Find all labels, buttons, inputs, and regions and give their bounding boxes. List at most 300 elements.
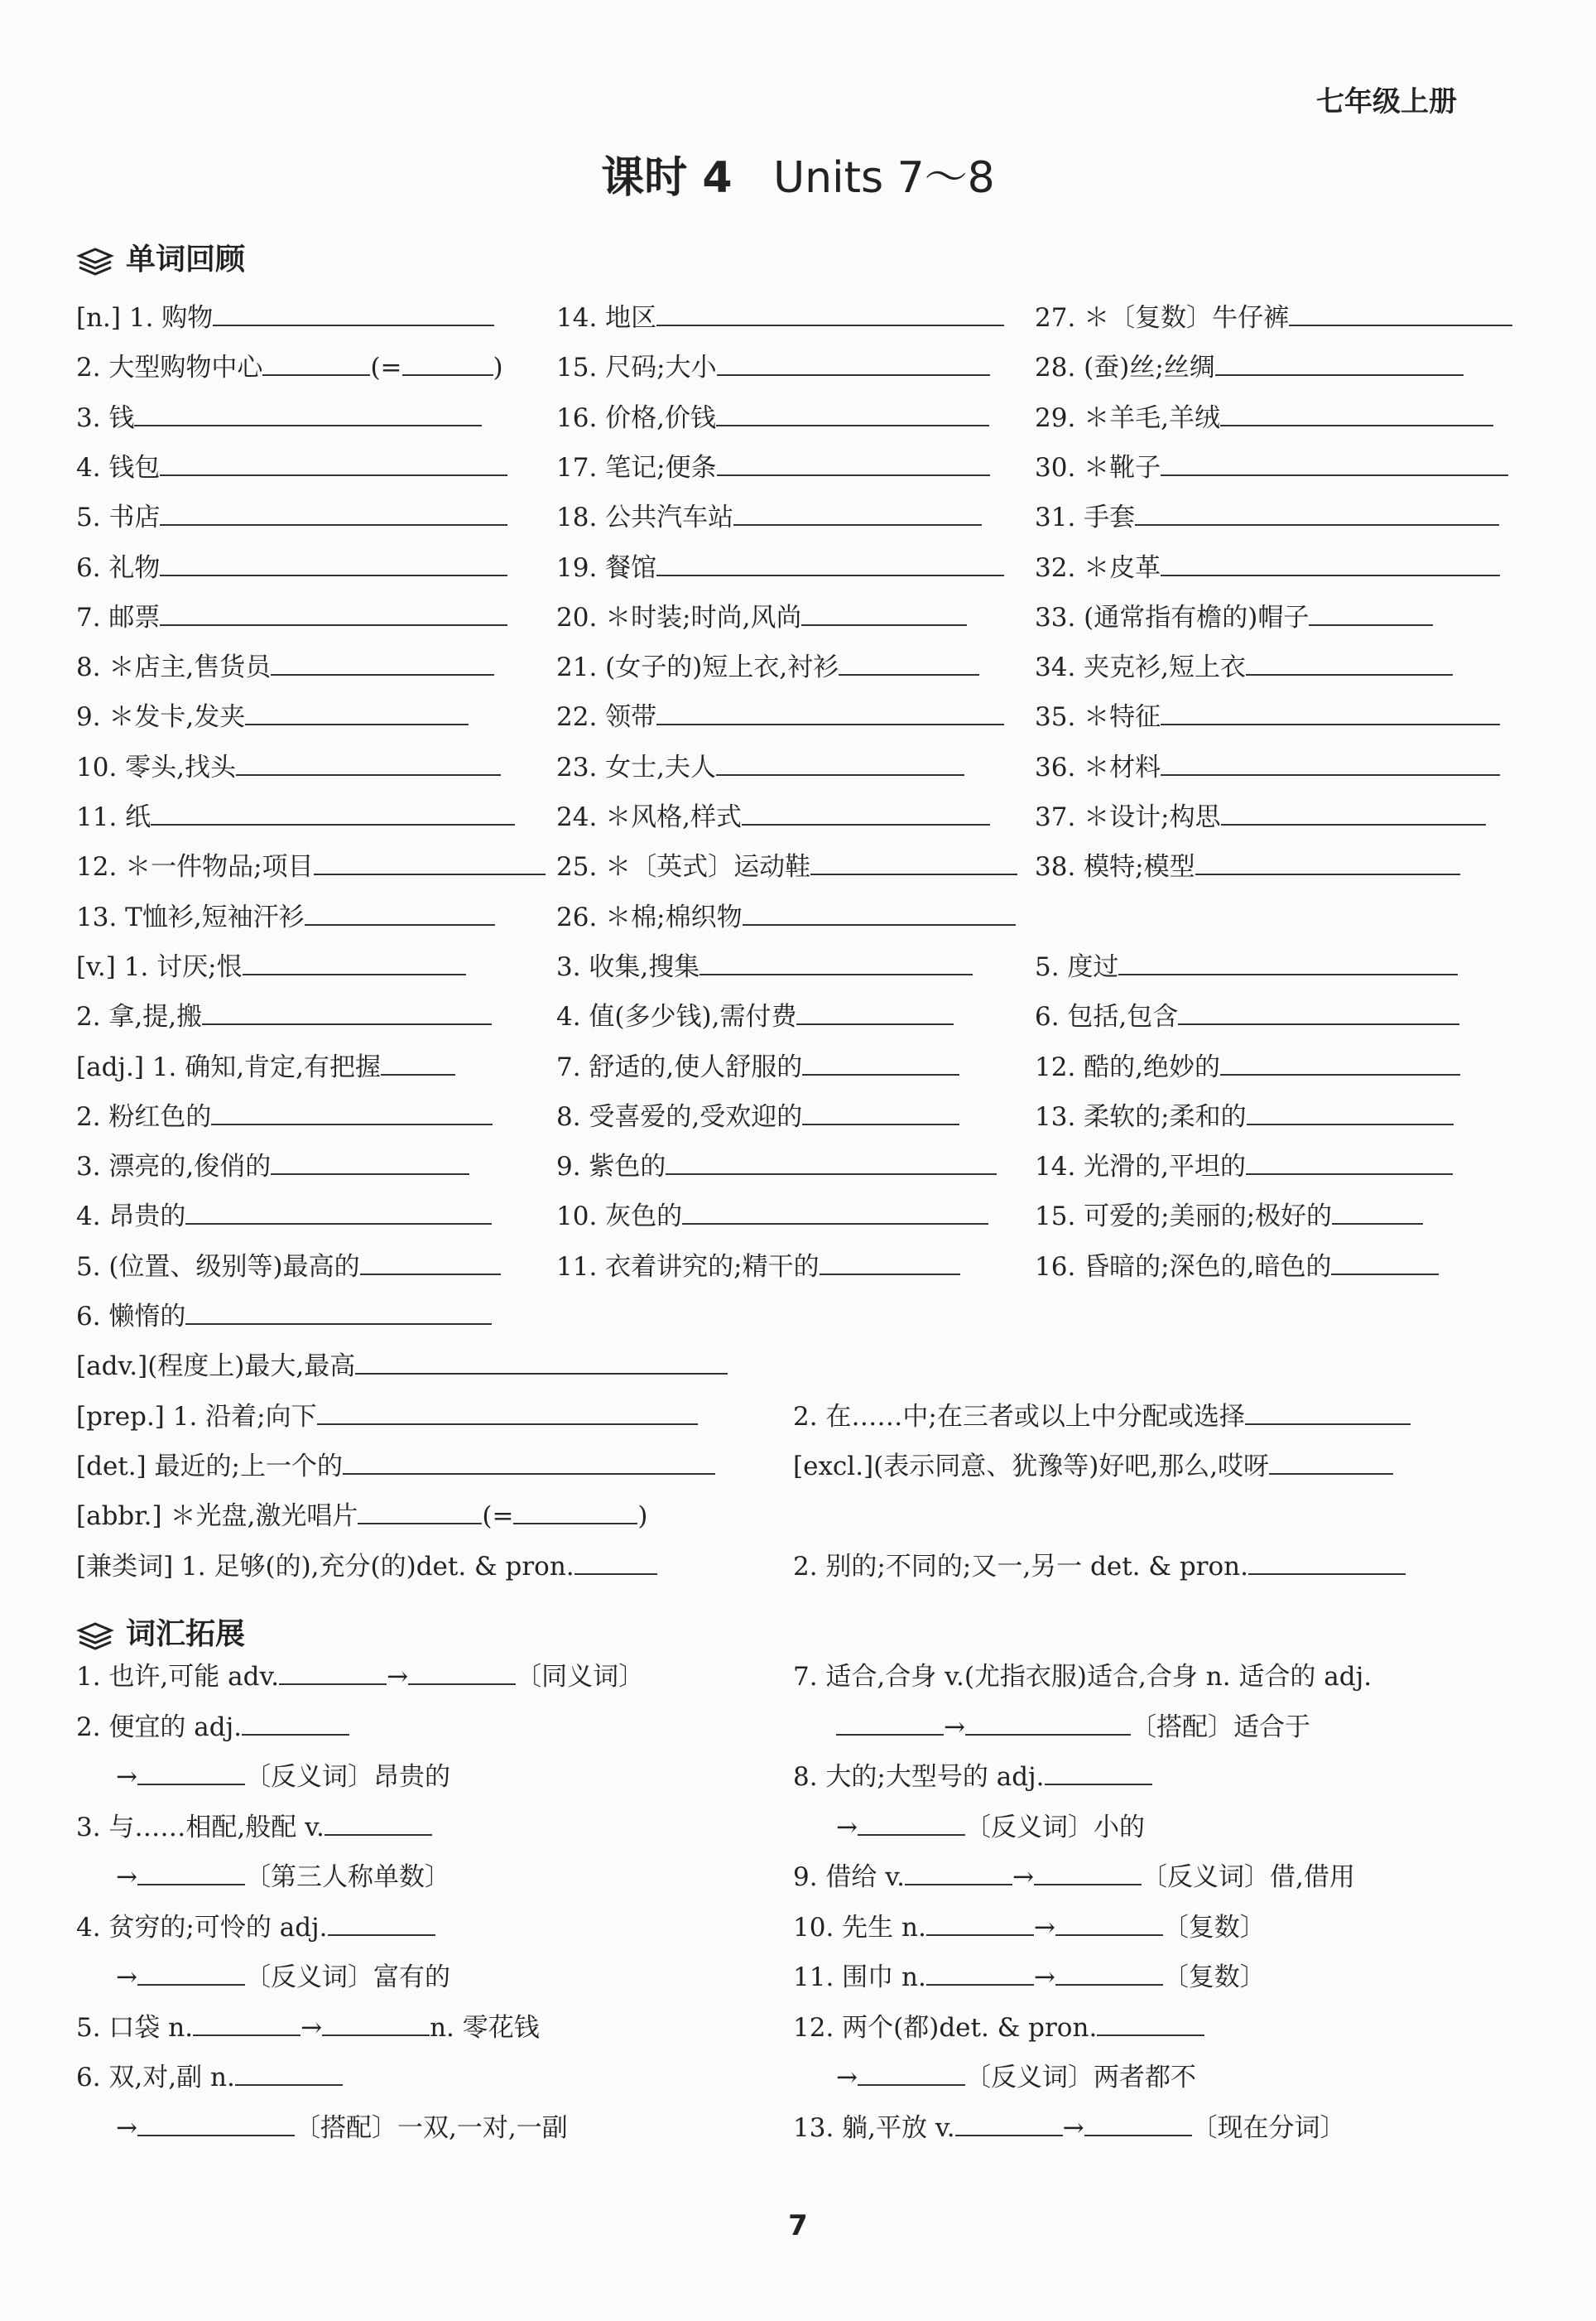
answer-blank[interactable]: [656, 699, 1004, 725]
answer-blank[interactable]: [802, 1099, 959, 1125]
item-label: 16. 昏暗的;深色的,暗色的: [1035, 1251, 1332, 1282]
answer-blank[interactable]: [1221, 799, 1486, 826]
item-label: 7. 适合,合身 v.(尤指衣服)适合,合身 n. 适合的 adj.: [793, 1662, 1372, 1692]
exercise-item: [1035, 349, 1464, 386]
answer-blank[interactable]: [1332, 1198, 1423, 1225]
answer-blank[interactable]: [810, 849, 1017, 875]
item-label: 10. 先生 n.: [793, 1912, 926, 1943]
item-label: 13. 柔软的;柔和的: [1035, 1101, 1247, 1132]
answer-blank[interactable]: [836, 1709, 944, 1736]
exercise-item: [76, 949, 466, 985]
exercise-item: [556, 999, 954, 1035]
item-label: 9. 紫色的: [556, 1152, 666, 1182]
exercise-item: [76, 600, 507, 636]
answer-blank[interactable]: [322, 2010, 430, 2036]
item-label: 5. (位置、级别等)最高的: [76, 1251, 360, 1282]
answer-blank[interactable]: [279, 1659, 387, 1685]
exercise-item: [836, 1709, 1310, 1746]
item-label: 11. 衣着讲究的;精干的: [556, 1251, 820, 1282]
item-label: 10. 灰色的: [556, 1201, 683, 1232]
answer-blank[interactable]: [160, 550, 507, 576]
answer-blank[interactable]: [858, 2059, 965, 2086]
item-label: 26. ＊棉;棉织物: [556, 902, 743, 932]
item-label: 13. 躺,平放 v.: [793, 2112, 955, 2143]
item-label: 28. (蚕)丝;丝绸: [1035, 353, 1215, 383]
exercise-item: [76, 1348, 728, 1384]
item-label: 3. 收集,搜集: [556, 951, 700, 982]
answer-blank[interactable]: [1161, 699, 1500, 725]
item-label: 10. 零头,找头: [76, 752, 237, 782]
item-label: 36. ＊材料: [1035, 752, 1161, 782]
answer-blank[interactable]: [742, 799, 990, 826]
item-label: 2. 粉红色的: [76, 1101, 212, 1132]
answer-blank[interactable]: [358, 1498, 482, 1524]
arrow-icon: →: [116, 1862, 137, 1892]
item-label: [abbr.] ＊光盘,激光唱片: [76, 1501, 358, 1532]
item-label: 7. 舒适的,使人舒服的: [556, 1052, 803, 1082]
answer-blank[interactable]: [211, 1099, 493, 1125]
item-label: 38. 模特;模型: [1035, 852, 1195, 883]
exercise-item: [793, 1548, 1406, 1585]
exercise-item: [76, 1148, 469, 1185]
arrow-icon: →: [944, 1712, 965, 1742]
arrow-icon: →: [1033, 1912, 1055, 1943]
answer-blank[interactable]: [242, 1709, 349, 1736]
answer-blank[interactable]: [1195, 849, 1460, 875]
answer-blank[interactable]: [717, 450, 990, 476]
answer-blank[interactable]: [717, 349, 990, 376]
exercise-item: [76, 899, 495, 936]
answer-blank[interactable]: [137, 2110, 295, 2136]
arrow-icon: →: [300, 2012, 323, 2043]
item-label: 〔反义词〕两者都不: [964, 2063, 1196, 2092]
exercise-item: [76, 1909, 435, 1946]
item-label: 13. T恤衫,短袖汗衫: [76, 902, 305, 932]
item-label: 6. 包括,包含: [1035, 1002, 1179, 1033]
item-label: 7. 邮票: [76, 602, 161, 633]
exercise-item: [76, 499, 507, 536]
exercise-item: [556, 849, 1017, 885]
item-label: 〔现在分词〕: [1191, 2112, 1346, 2143]
item-label: 〔反义词〕富有的: [244, 1962, 450, 1992]
exercise-item: [556, 400, 989, 436]
exercise-item: [76, 1399, 698, 1435]
arrow-icon: →: [836, 2063, 858, 2092]
answer-blank[interactable]: [796, 999, 954, 1025]
item-label: 4. 贫穷的;可怜的 adj.: [76, 1912, 328, 1943]
answer-blank[interactable]: [1309, 600, 1433, 626]
answer-blank[interactable]: [1161, 550, 1500, 576]
item-label: 2. 便宜的 adj.: [76, 1712, 243, 1742]
answer-blank[interactable]: [243, 949, 466, 975]
exercise-item: [556, 749, 964, 786]
exercise-item: [836, 1809, 1145, 1846]
item-label: 25. ＊〔英式〕运动鞋: [556, 852, 811, 883]
answer-blank[interactable]: [801, 600, 967, 626]
answer-blank[interactable]: [137, 1859, 245, 1885]
exercise-item: [556, 699, 1004, 735]
answer-blank[interactable]: [134, 400, 482, 426]
answer-blank[interactable]: [1331, 1249, 1439, 1275]
exercise-item: [1035, 949, 1458, 985]
answer-blank[interactable]: [1220, 1049, 1460, 1076]
exercise-item: [1035, 400, 1493, 436]
answer-blank[interactable]: [324, 1809, 432, 1836]
answer-blank[interactable]: [160, 499, 507, 526]
item-label: 32. ＊皮革: [1035, 552, 1161, 583]
answer-blank[interactable]: [328, 1909, 435, 1936]
exercise-item: [76, 2059, 343, 2096]
answer-blank[interactable]: [160, 600, 507, 626]
exercise-item: [116, 1959, 450, 1996]
answer-blank[interactable]: [1135, 499, 1499, 526]
answer-blank[interactable]: [839, 649, 979, 676]
exercise-item: [556, 1148, 997, 1185]
exercise-item: [1035, 450, 1508, 486]
exercise-item: [1035, 550, 1500, 586]
item-label: 17. 笔记;便条: [556, 452, 717, 483]
answer-blank[interactable]: [137, 1759, 245, 1785]
answer-blank[interactable]: [1161, 749, 1500, 776]
exercise-item: [1035, 749, 1500, 786]
answer-blank[interactable]: [1055, 1909, 1163, 1936]
exercise-item: [1035, 849, 1460, 885]
page-number: 7: [788, 2209, 808, 2242]
answer-blank[interactable]: [1269, 1448, 1393, 1475]
exercise-item: [76, 300, 494, 336]
answer-blank[interactable]: [733, 499, 982, 526]
exercise-item: [76, 1498, 648, 1534]
arrow-icon: →: [116, 2112, 137, 2143]
item-label: 12. ＊一件物品;项目: [76, 852, 314, 883]
answer-blank[interactable]: [236, 749, 501, 776]
item-label: 3. 钱: [76, 402, 135, 433]
exercise-item: [836, 2059, 1196, 2096]
answer-blank[interactable]: [1245, 1399, 1411, 1425]
item-label: 29. ＊羊毛,羊绒: [1035, 402, 1221, 433]
books-icon: [76, 246, 114, 276]
item-label: 〔反义词〕昂贵的: [244, 1762, 450, 1792]
exercise-item: [76, 799, 515, 835]
item-label: 〔反义词〕借,借用: [1141, 1862, 1355, 1892]
answer-blank[interactable]: [262, 349, 370, 376]
answer-blank[interactable]: [955, 2110, 1063, 2136]
exercise-item: [1035, 1049, 1460, 1086]
exercise-item: [1035, 999, 1459, 1035]
section-title-review: 单词回顾: [126, 243, 246, 277]
item-label: 9. ＊发卡,发夹: [76, 702, 246, 733]
item-label: 8. 大的;大型号的 adj.: [793, 1762, 1045, 1792]
answer-blank[interactable]: [1055, 1959, 1163, 1986]
item-label: [excl.](表示同意、犹豫等)好吧,那么,哎呀: [793, 1451, 1270, 1481]
exercise-item: [76, 1049, 455, 1086]
answer-blank[interactable]: [1084, 2110, 1192, 2136]
answer-blank[interactable]: [858, 1809, 965, 1836]
answer-blank[interactable]: [185, 1198, 492, 1225]
exercise-item: [556, 300, 1004, 336]
exercise-item: [556, 600, 967, 636]
answer-blank[interactable]: [682, 1198, 988, 1225]
arrow-icon: →: [836, 1812, 858, 1842]
answer-blank[interactable]: [1246, 649, 1453, 676]
item-label: 1. 也许,可能 adv.: [76, 1662, 280, 1692]
item-label: 3. 漂亮的,俊俏的: [76, 1152, 272, 1182]
item-label: [det.] 最近的;上一个的: [76, 1451, 343, 1481]
item-label: 〔反义词〕小的: [964, 1812, 1145, 1842]
item-label: 8. 受喜爱的,受欢迎的: [556, 1101, 803, 1132]
exercise-item: [76, 550, 507, 586]
exercise-item: [793, 1859, 1355, 1895]
item-label: 18. 公共汽车站: [556, 503, 734, 533]
item-label: 30. ＊靴子: [1035, 452, 1161, 483]
exercise-item: [76, 999, 492, 1035]
exercise-item: [116, 1759, 450, 1795]
paren-close: ): [637, 1501, 648, 1532]
answer-blank[interactable]: [271, 649, 494, 676]
section-header-expand: [76, 1611, 245, 1653]
exercise-item: [556, 1249, 960, 1285]
answer-blank[interactable]: [965, 1709, 1131, 1736]
item-label: [adj.] 1. 确知,肯定,有把握: [76, 1052, 381, 1082]
exercise-item: [556, 1049, 959, 1086]
exercise-item: [556, 499, 982, 536]
exercise-item: [793, 2110, 1346, 2146]
item-label: [兼类词] 1. 足够(的),充分(的)det. & pron.: [76, 1551, 574, 1582]
page-title: [0, 142, 1596, 205]
exercise-item: [76, 649, 494, 686]
answer-blank[interactable]: [1248, 1548, 1406, 1575]
exercise-item: [76, 699, 469, 735]
answer-blank[interactable]: [1161, 450, 1508, 476]
item-label: 2. 别的;不同的;又一,另一 det. & pron.: [793, 1551, 1248, 1582]
answer-blank[interactable]: [213, 300, 494, 326]
answer-blank[interactable]: [656, 300, 1004, 326]
arrow-icon: →: [1033, 1962, 1055, 1992]
item-label: 27. ＊〔复数〕牛仔裤: [1035, 303, 1290, 333]
exercise-item: [76, 400, 482, 436]
item-label: 4. 昂贵的: [76, 1201, 186, 1232]
exercise-item: [76, 1099, 493, 1135]
item-label: 11. 围巾 n.: [793, 1962, 926, 1992]
answer-blank[interactable]: [305, 899, 495, 926]
item-label: 〔复数〕: [1162, 1912, 1266, 1943]
answer-blank[interactable]: [926, 1909, 1034, 1936]
answer-blank[interactable]: [1178, 999, 1459, 1025]
item-label: 4. 值(多少钱),需付费: [556, 1002, 797, 1033]
answer-blank[interactable]: [151, 799, 515, 826]
answer-blank[interactable]: [699, 949, 973, 975]
exercise-item: 2. 大型购物中心 (= ): [76, 349, 503, 386]
exercise-item: [76, 1809, 432, 1846]
item-label: 14. 光滑的,平坦的: [1035, 1152, 1247, 1182]
item-label: [n.] 1. 购物: [76, 303, 214, 333]
item-label: 24. ＊风格,样式: [556, 802, 743, 832]
exercise-item: [1035, 699, 1500, 735]
item-label: 12. 酷的,绝妙的: [1035, 1052, 1221, 1082]
answer-blank[interactable]: [160, 450, 507, 476]
item-label: 21. (女子的)短上衣,衬衫: [556, 652, 839, 683]
item-label: 4. 钱包: [76, 452, 161, 483]
item-label: [prep.] 1. 沿着;向下: [76, 1401, 317, 1432]
exercise-item: [793, 1959, 1266, 1996]
answer-blank[interactable]: [314, 849, 546, 875]
exercise-item: [556, 1099, 959, 1135]
item-label: 16. 价格,价钱: [556, 402, 717, 433]
item-label: 35. ＊特征: [1035, 702, 1161, 733]
item-label: 2. 拿,提,搬: [76, 1002, 203, 1033]
item-label: 6. 懒惰的: [76, 1302, 186, 1331]
item-label: [v.] 1. 讨厌;恨: [76, 951, 243, 982]
exercise-item: [793, 1399, 1411, 1435]
answer-blank[interactable]: [317, 1399, 698, 1425]
exercise-item: [556, 649, 979, 686]
books-icon: [76, 1620, 114, 1650]
item-label: [adv.](程度上)最大,最高: [76, 1351, 356, 1382]
answer-blank[interactable]: [513, 1498, 637, 1524]
arrow-icon: →: [116, 1762, 137, 1792]
answer-blank[interactable]: [820, 1249, 960, 1275]
answer-blank[interactable]: [408, 1659, 516, 1685]
item-label: 23. 女士,夫人: [556, 752, 717, 782]
item-label: 5. 口袋 n.: [76, 2012, 194, 2043]
exercise-item: [1035, 600, 1433, 636]
exercise-item: [76, 1448, 715, 1485]
arrow-icon: →: [1062, 2112, 1084, 2143]
arrow-icon: →: [387, 1662, 409, 1692]
item-label: 22. 领带: [556, 702, 657, 733]
exercise-item: [76, 1298, 492, 1335]
exercise-item: [76, 450, 507, 486]
exercise-item: [793, 1909, 1266, 1946]
answer-blank[interactable]: [1045, 1759, 1152, 1785]
item-label: 34. 夹克衫,短上衣: [1035, 652, 1247, 683]
item-label: 11. 纸: [76, 802, 151, 832]
paren-open: (=: [482, 1501, 514, 1532]
exercise-item: [556, 899, 1016, 936]
answer-blank[interactable]: [905, 1859, 1012, 1885]
answer-blank[interactable]: [137, 1959, 245, 1986]
grade-label: 七年级上册: [1316, 85, 1457, 118]
answer-blank[interactable]: [381, 1049, 455, 1076]
section-title-expand: 词汇拓展: [126, 1617, 246, 1651]
item-label: 2. 在……中;在三者或以上中分配或选择: [793, 1401, 1245, 1432]
item-label: 6. 双,对,副 n.: [76, 2063, 235, 2092]
exercise-item: [1035, 1148, 1453, 1185]
item-label: 20. ＊时装;时尚,风尚: [556, 602, 802, 633]
answer-blank[interactable]: [716, 400, 989, 426]
item-label: 3. 与……相配,般配 v.: [76, 1812, 324, 1842]
item-label: 14. 地区: [556, 303, 657, 333]
item-label: 15. 可爱的;美丽的;极好的: [1035, 1201, 1333, 1232]
item-label: 〔搭配〕一双,一对,一副: [294, 2112, 568, 2143]
item-label: 37. ＊设计;构思: [1035, 802, 1221, 832]
arrow-icon: →: [116, 1962, 137, 1992]
exercise-item: [556, 349, 990, 386]
item-label: 〔搭配〕适合于: [1130, 1712, 1310, 1742]
exercise-item: [793, 2010, 1204, 2046]
arrow-icon: →: [1012, 1862, 1034, 1892]
answer-blank[interactable]: [355, 1348, 728, 1375]
exercise-item: [1035, 300, 1512, 336]
exercise-item: [556, 450, 990, 486]
exercise-item: [556, 799, 990, 835]
exercise-item: [116, 2110, 568, 2146]
exercise-item: [793, 1659, 1372, 1695]
item-label: 33. (通常指有檐的)帽子: [1035, 602, 1310, 633]
item-label: 〔第三人称单数〕: [244, 1862, 450, 1892]
answer-blank[interactable]: [743, 899, 1016, 926]
answer-blank[interactable]: [1118, 949, 1458, 975]
answer-blank[interactable]: [185, 1298, 492, 1325]
answer-blank[interactable]: [1097, 2010, 1204, 2036]
answer-blank[interactable]: [402, 349, 493, 376]
exercise-item: [116, 1859, 450, 1895]
answer-blank[interactable]: [656, 550, 1004, 576]
item-label: 5. 书店: [76, 503, 161, 533]
item-label: 31. 手套: [1035, 503, 1136, 533]
answer-blank[interactable]: [1220, 400, 1493, 426]
tag-synonym: 〔同义词〕: [516, 1662, 645, 1692]
answer-blank[interactable]: [926, 1959, 1034, 1986]
answer-blank[interactable]: [235, 2059, 343, 2086]
paren-open: (=: [370, 353, 402, 383]
answer-blank[interactable]: [574, 1548, 657, 1575]
exercise-item: [76, 1198, 492, 1235]
exercise-item: [1035, 499, 1499, 536]
item-label: 15. 尺码;大小: [556, 353, 717, 383]
answer-blank[interactable]: [271, 1148, 469, 1175]
units-range: Units 7～8: [773, 153, 995, 203]
answer-blank[interactable]: [802, 1049, 959, 1076]
section-header-review: [76, 236, 245, 278]
exercise-item: [556, 1198, 988, 1235]
item-label: 〔复数〕: [1162, 1962, 1266, 1992]
answer-blank[interactable]: [202, 999, 492, 1025]
exercise-item: [76, 1659, 644, 1695]
answer-blank[interactable]: [1289, 300, 1512, 326]
item-label: 19. 餐馆: [556, 552, 657, 583]
item-label: 12. 两个(都)det. & pron.: [793, 2012, 1098, 2043]
item-label: n. 零花钱: [430, 2012, 540, 2043]
exercise-item: [556, 550, 1004, 586]
answer-blank[interactable]: [1034, 1859, 1142, 1885]
answer-blank[interactable]: [1247, 1099, 1454, 1125]
answer-blank[interactable]: [1215, 349, 1464, 376]
answer-blank[interactable]: [1246, 1148, 1453, 1175]
answer-blank[interactable]: [245, 699, 469, 725]
exercise-item: [76, 1548, 657, 1585]
exercise-item: [76, 1709, 349, 1746]
exercise-item: [1035, 1099, 1454, 1135]
item-label: 2. 大型购物中心: [76, 353, 263, 383]
exercise-item: [1035, 1198, 1423, 1235]
answer-blank[interactable]: [666, 1148, 997, 1175]
item-label: 9. 借给 v.: [793, 1862, 905, 1892]
answer-blank[interactable]: [193, 2010, 300, 2036]
exercise-item: [76, 749, 501, 786]
exercise-item: [76, 2010, 540, 2046]
answer-blank[interactable]: [343, 1448, 715, 1475]
exercise-item: [76, 1249, 501, 1285]
exercise-item: [1035, 799, 1486, 835]
item-label: 8. ＊店主,售货员: [76, 652, 272, 683]
answer-blank[interactable]: [716, 749, 964, 776]
exercise-item: [76, 849, 546, 885]
exercise-item: [793, 1448, 1393, 1485]
answer-blank[interactable]: [360, 1249, 501, 1275]
item-label: 6. 礼物: [76, 552, 161, 583]
lesson-number: 课时 4: [601, 153, 733, 203]
